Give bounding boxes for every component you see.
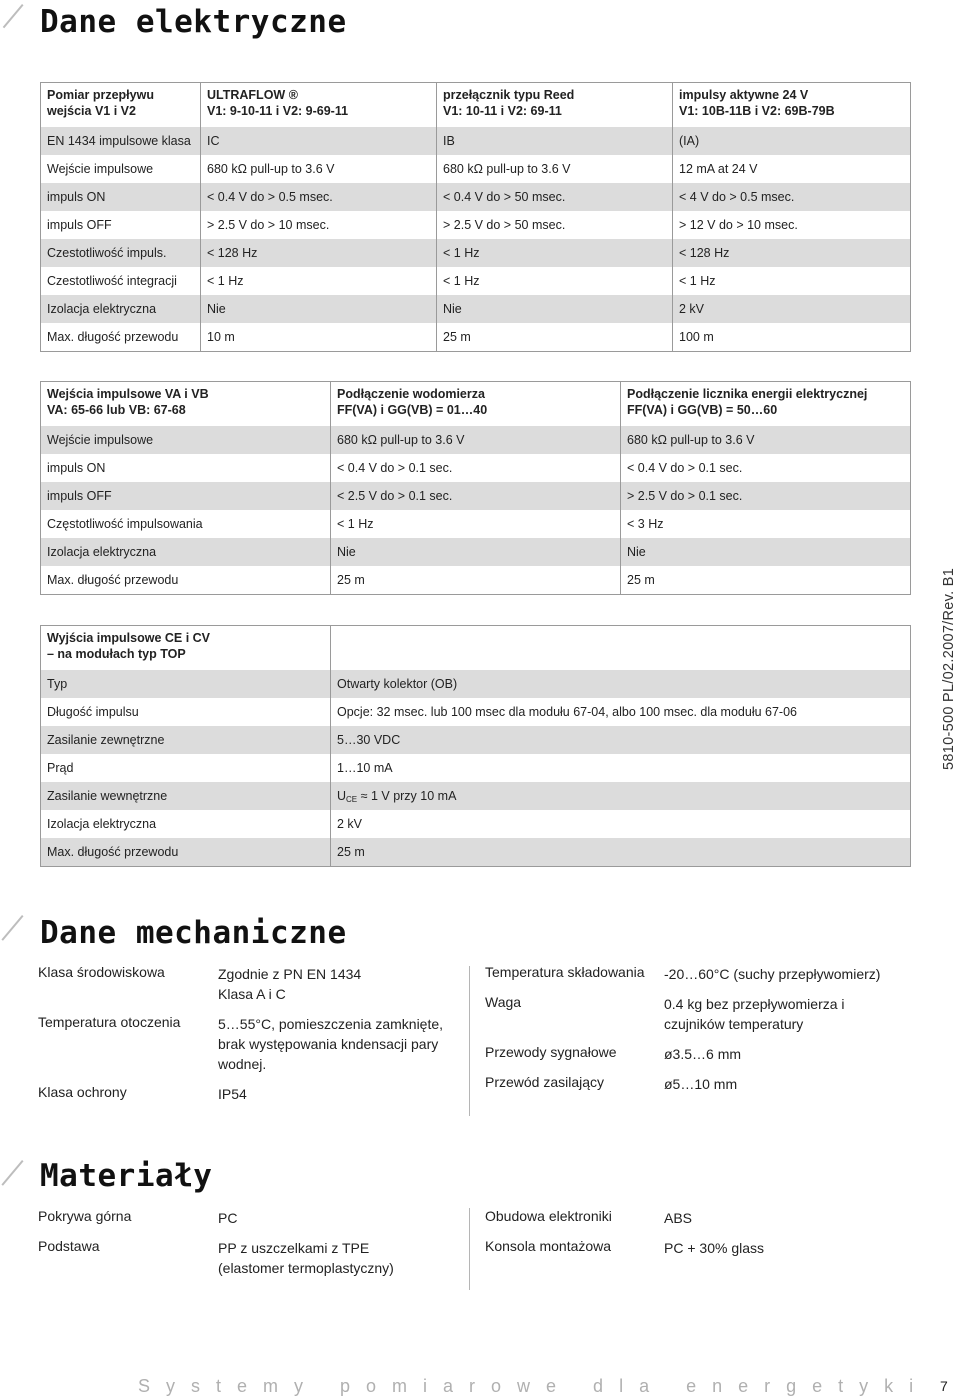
table-row	[41, 810, 911, 838]
table-cell: < 1 Hz	[437, 267, 673, 295]
document-revision-code: 5810-500 PL/02.2007/Rev. B1	[941, 567, 957, 770]
column-header: Wejścia impulsowe VA i VB VA: 65-66 lub VB: 67-68	[47, 387, 209, 417]
table-cell: Opcje: 32 msec. lub 100 msec dla modułu 67-04, albo 100 msec. dla modułu 67-06	[331, 698, 911, 726]
table-cell: < 2.5 V do > 0.1 sec.	[331, 482, 621, 510]
spec-label: Temperatura składowania	[485, 964, 645, 980]
spec-value: IP54	[218, 1086, 247, 1102]
table-cell: Nie	[437, 295, 673, 323]
table-row	[41, 426, 911, 454]
table-cell: 12 mA at 24 V	[673, 155, 911, 183]
table-cell: < 0.4 V do > 0.5 msec.	[201, 183, 437, 211]
spec-value: PC + 30% glass	[664, 1240, 764, 1256]
table-cell: Otwarty kolektor (OB)	[331, 670, 911, 698]
table-row	[41, 726, 911, 754]
table-cell: 25 m	[621, 566, 911, 595]
page-number: 7	[940, 1378, 948, 1394]
mechanical-left-list	[38, 964, 468, 1114]
table-cell: > 2.5 V do > 50 msec.	[437, 211, 673, 239]
spec-value: ø3.5…6 mm	[664, 1046, 742, 1062]
row-label: Max. długość przewodu	[41, 838, 331, 867]
table-cell: 680 kΩ pull-up to 3.6 V	[331, 426, 621, 454]
spec-label: Podstawa	[38, 1238, 100, 1254]
table-cell: < 4 V do > 0.5 msec.	[673, 183, 911, 211]
table-cell: 2 kV	[673, 295, 911, 323]
spec-label: Temperatura otoczenia	[38, 1014, 181, 1030]
spec-value: ABS	[664, 1210, 693, 1226]
subscript-ce: CE	[346, 794, 358, 804]
mechanical-right-list	[485, 964, 915, 1114]
table-cell: < 128 Hz	[673, 239, 911, 267]
table-cell: IB	[437, 127, 673, 155]
pulse-input-va-vb-table	[40, 381, 911, 595]
table-cell: < 128 Hz	[201, 239, 437, 267]
row-label: Izolacja elektryczna	[41, 295, 201, 323]
column-header: impulsy aktywne 24 V V1: 10B-11B i V2: 69B-79B	[673, 83, 911, 128]
table-cell: > 2.5 V do > 0.1 sec.	[621, 482, 911, 510]
section-title-mechanical: Dane mechaniczne	[40, 915, 347, 951]
table-cell: < 0.4 V do > 0.1 sec.	[331, 454, 621, 482]
table-row	[41, 239, 911, 267]
table-row	[41, 454, 911, 482]
spec-value: -20…60°C (suchy przepływomierz)	[664, 966, 881, 982]
row-label: Izolacja elektryczna	[41, 538, 331, 566]
table-row	[41, 267, 911, 295]
spec-label: Konsola montażowa	[485, 1238, 612, 1254]
column-header	[331, 626, 911, 671]
spec-value: Zgodnie z PN EN 1434 Klasa A i C	[218, 966, 362, 1002]
table-cell: < 1 Hz	[673, 267, 911, 295]
row-label: Zasilanie zewnętrzne	[41, 726, 331, 754]
table-cell: IC	[201, 127, 437, 155]
table-cell: 25 m	[437, 323, 673, 352]
column-header: ULTRAFLOW ® V1: 9-10-11 i V2: 9-69-11	[201, 83, 437, 128]
table-cell: Nie	[621, 538, 911, 566]
row-label: Prąd	[47, 761, 74, 775]
table-cell: 5…30 VDC	[331, 726, 911, 754]
row-label: impuls OFF	[47, 218, 112, 232]
row-label: Długość impulsu	[47, 705, 139, 719]
row-label: Wejście impulsowe	[41, 426, 331, 454]
table-cell: 100 m	[673, 323, 911, 352]
table-cell: (IA)	[673, 127, 911, 155]
table-row	[41, 211, 911, 239]
table-row	[41, 782, 911, 810]
spec-value: PP z uszczelkami z TPE (elastomer termoplastyczny)	[218, 1240, 394, 1276]
table-cell: < 0.4 V do > 50 msec.	[437, 183, 673, 211]
spec-label: Przewody sygnałowe	[485, 1044, 617, 1060]
table-row	[41, 127, 911, 155]
electrical-flow-input-table	[40, 82, 911, 352]
row-label: Częstotliwość impulsowania	[47, 517, 203, 531]
table-row	[41, 183, 911, 211]
materials-left-list	[38, 1208, 468, 1288]
table-row	[41, 538, 911, 566]
row-label: Izolacja elektryczna	[47, 817, 157, 831]
uce-value: ≈ 1 V przy 10 mA	[357, 788, 457, 803]
pulse-output-ce-cv-table	[40, 625, 911, 867]
row-label: Max. długość przewodu	[47, 573, 179, 587]
footer-tagline: Systemy pomiarowe dla energetyki	[138, 1376, 930, 1396]
spec-label: Klasa środowiskowa	[38, 964, 165, 980]
table-cell: < 1 Hz	[437, 239, 673, 267]
spec-label: Obudowa elektroniki	[485, 1208, 612, 1224]
table-row	[41, 482, 911, 510]
table-cell: 25 m	[331, 838, 911, 867]
row-label: Zasilanie wewnętrzne	[41, 782, 331, 810]
table-cell: 680 kΩ pull-up to 3.6 V	[621, 426, 911, 454]
table-cell: Nie	[201, 295, 437, 323]
table-cell: 10 m	[201, 323, 437, 352]
spec-value: PC	[218, 1210, 238, 1226]
row-label: Czestotliwość integracji	[47, 274, 177, 288]
column-header: Pomiar przepływu wejścia V1 i V2	[47, 88, 154, 118]
table-row	[41, 155, 911, 183]
spec-label: Pokrywa górna	[38, 1208, 132, 1224]
spec-label: Waga	[485, 994, 522, 1010]
section-title-electrical: Dane elektryczne	[40, 4, 347, 40]
row-label: Typ	[41, 670, 331, 698]
spec-value: 5…55°C, pomieszczenia zamknięte, brak występowania kndensacji pary wodnej.	[218, 1016, 444, 1072]
table-cell: < 3 Hz	[621, 510, 911, 538]
row-label: impuls ON	[41, 183, 201, 211]
table-row	[41, 566, 911, 595]
row-label: EN 1434 impulsowe klasa	[41, 127, 201, 155]
column-header: Podłączenie wodomierza FF(VA) i GG(VB) = 01…40	[331, 382, 621, 427]
table-cell: > 2.5 V do > 10 msec.	[201, 211, 437, 239]
row-label: impuls OFF	[41, 482, 331, 510]
spec-value: ø5…10 mm	[664, 1076, 738, 1092]
table-row	[41, 698, 911, 726]
title-slash	[1, 915, 23, 941]
row-label: Wejście impulsowe	[47, 162, 154, 176]
table-cell: < 0.4 V do > 0.1 sec.	[621, 454, 911, 482]
spec-label: Klasa ochrony	[38, 1084, 127, 1100]
table-cell: < 1 Hz	[331, 510, 621, 538]
table-cell: 680 kΩ pull-up to 3.6 V	[201, 155, 437, 183]
column-header: Wyjścia impulsowe CE i CV – na modułach typ TOP	[47, 631, 211, 661]
table-row	[41, 670, 911, 698]
materials-right-list	[485, 1208, 915, 1288]
row-label: Max. długość przewodu	[47, 330, 179, 344]
table-row	[41, 510, 911, 538]
row-label: impuls ON	[47, 461, 106, 475]
section-title-materials: Materiały	[40, 1158, 213, 1194]
table-cell: Nie	[331, 538, 621, 566]
table-cell: 2 kV	[331, 810, 911, 838]
title-slash	[1, 1160, 23, 1186]
column-header: Podłączenie licznika energii elektrycznej FF(VA) i GG(VB) = 50…60	[621, 382, 911, 427]
table-row	[41, 754, 911, 782]
table-row	[41, 323, 911, 352]
spec-value: 0.4 kg bez przepływomierza i czujników temperatury	[664, 996, 845, 1032]
table-cell: 1…10 mA	[331, 754, 911, 782]
table-cell: < 1 Hz	[201, 267, 437, 295]
table-row	[41, 295, 911, 323]
title-slash	[3, 4, 24, 28]
table-row	[41, 838, 911, 867]
column-divider	[469, 966, 470, 1116]
spec-label: Przewód zasilający	[485, 1074, 605, 1090]
column-header: przełącznik typu Reed V1: 10-11 i V2: 69-11	[437, 83, 673, 128]
column-divider	[469, 1208, 470, 1290]
table-cell: $U_{CE} \approx 1$ V przy 10 mA	[331, 782, 911, 810]
table-cell: 680 kΩ pull-up to 3.6 V	[437, 155, 673, 183]
row-label: Czestotliwość impuls.	[41, 239, 201, 267]
table-cell: 25 m	[331, 566, 621, 595]
table-cell: > 12 V do > 10 msec.	[673, 211, 911, 239]
